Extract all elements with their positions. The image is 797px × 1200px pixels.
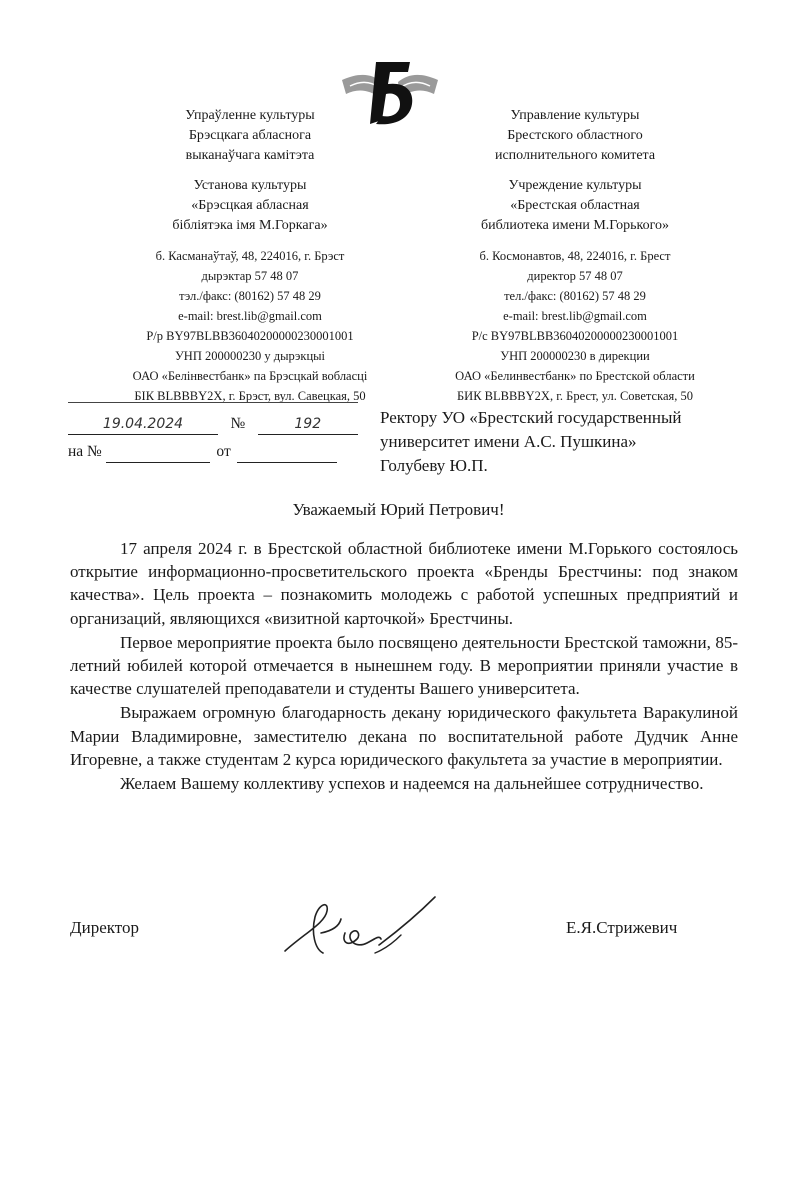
signatory-name: Е.Я.Стрижевич [566, 918, 678, 937]
registration-date-row [68, 414, 358, 435]
reference-label: на № [68, 443, 102, 460]
salutation: Уважаемый Юрий Петрович! [292, 500, 505, 519]
institution-name-ru: Учреждение культуры «Брестская областная библиотека имени М.Горького» [480, 178, 670, 233]
header-russian [420, 106, 730, 416]
paragraph: Первое мероприятие проекта было посвящено деятельности Брестской таможни, 85-летний юбилей которой отмечается в нынешнем году. В мероприятии приняли участие в качестве слушателей преподаватели и студенты Вашего университета. [70, 632, 738, 699]
paragraph: Желаем Вашему коллективу успехов и надеемся на дальнейшее сотрудничество. [120, 774, 704, 794]
number-label: № [230, 415, 246, 432]
signatory-title: Директор [70, 918, 139, 937]
outgoing-number: 192 [258, 414, 358, 435]
header-belarusian [100, 106, 400, 416]
org-name-be: Упраўленне культуры Брэсцкага абласнога выканаўчага камітэта [185, 108, 315, 163]
handwritten-signature-icon [275, 893, 455, 963]
requisites-be: б. Касманаўтаў, 48, 224016, г. Брэст дырэктар 57 48 07 тэл./факс: (80162) 57 48 29 e-mail: brest.lib@gmail.com Р/р BY97BLBB36040200000230001001 УНП 200000230 у дырэкцыі ОАО «Белінвестбанк» па Брэсцкай вобласці БІК BLBBBY2X, г. Брэст, вул. Савецкая, 50 [132, 249, 368, 403]
paragraph: Выражаем огромную благодарность декану юридического факультета Варакулиной Марии Владимировне, заместителю декана по воспитательной работе Дудчик Анне Игоревне, а также студентам 2 курса юридического факультета за участие в мероприятии. [70, 703, 738, 769]
outgoing-date: 19.04.2024 [68, 414, 218, 435]
requisites-ru: б. Космонавтов, 48, 224016, г. Брест директор 57 48 07 тел./факс: (80162) 57 48 29 e-mail: brest.lib@gmail.com Р/с BY97BLBB36040200000230001001 УНП 200000230 в дирекции ОАО «Белинвестбанк» по Брестской области БИК BLBBBY2X, г. Брест, ул. Советская, 50 [455, 249, 695, 403]
from-label: от [216, 443, 231, 460]
registration-reference-row [68, 442, 337, 463]
letter-body [70, 537, 738, 796]
org-name-ru: Управление культуры Брестского областного исполнительного комитета [494, 108, 656, 163]
paragraph: 17 апреля 2024 г. в Брестской областной библиотеке имени М.Горького состоялось открытие информационно-просветительского проекта «Бренды Брестчины: под знаком качества». Цель проекта – познакомить молодежь с работой успешных предприятий и организаций, являющихся «визитной карточкой» Брестчины. [70, 539, 738, 628]
addressee-block: Ректору УО «Брестский государственный университет имени А.С. Пушкина» Голубеву Ю.П. [380, 408, 682, 475]
header-divider [68, 402, 358, 403]
institution-name-be: Установа культуры «Брэсцкая абласная бібліятэка імя М.Горкага» [172, 178, 328, 233]
